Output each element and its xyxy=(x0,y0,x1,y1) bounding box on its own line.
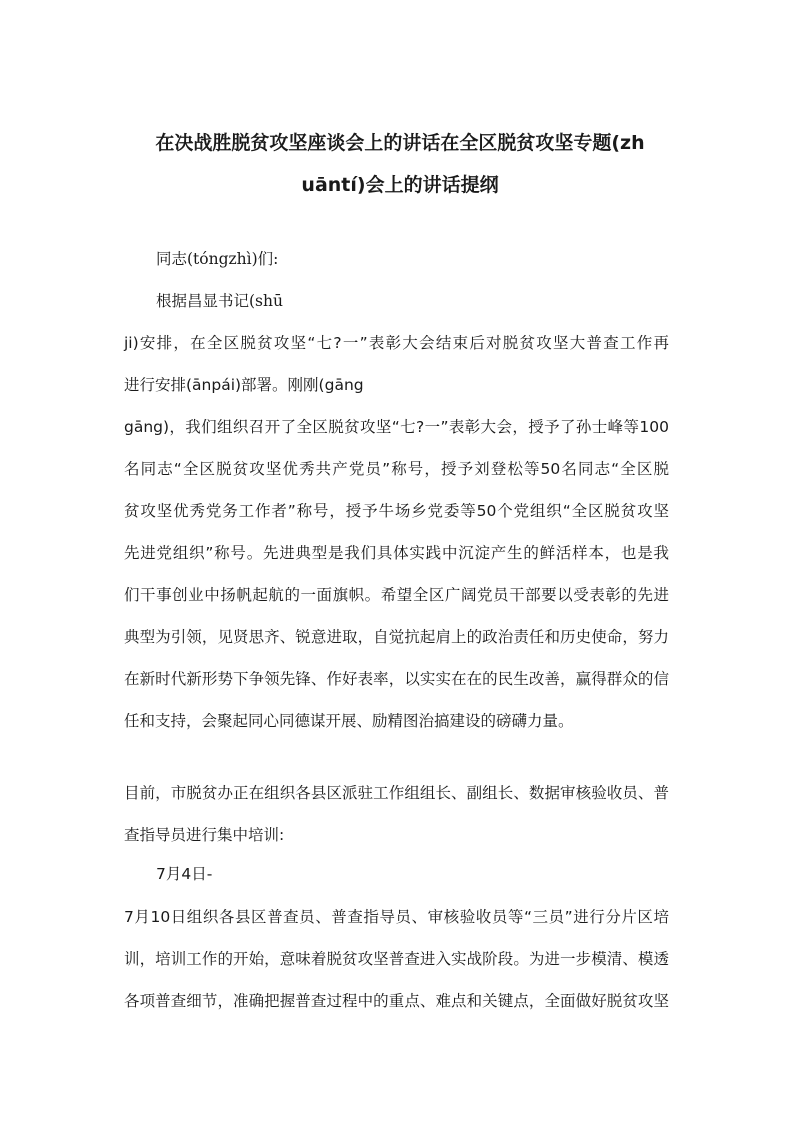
paragraph-line: 名同志“全区脱贫攻坚优秀共产党员”称号，授予刘登松等50名同志“全区脱 xyxy=(124,460,669,478)
document-title-line-1: 在决战胜脱贫攻坚座谈会上的讲话在全区脱贫攻坚专题(zh xyxy=(155,132,645,154)
paragraph-line: ji)安排，在全区脱贫攻坚“七?一”表彰大会结束后对脱贫攻坚大普查工作再 xyxy=(124,334,669,352)
paragraph-line: 7月10日组织各县区普查员、普查指导员、审核验收员等“三员”进行分片区培 xyxy=(124,908,669,926)
paragraph-line: 查指导员进行集中培训: xyxy=(124,826,285,844)
paragraph-line: 目前，市脱贫办正在组织各县区派驻工作组组长、副组长、数据审核验收员、普 xyxy=(124,784,669,802)
paragraph-line: 7月4日- xyxy=(156,865,213,883)
paragraph-line: 们干事创业中扬帆起航的一面旗帜。希望全区广阔党员干部要以受表彰的先进 xyxy=(124,586,669,604)
paragraph-line: 根据昌显书记(shū xyxy=(156,292,283,310)
paragraph-line: 训，培训工作的开始，意味着脱贫攻坚普查进入实战阶段。为进一步模清、模透 xyxy=(124,950,669,968)
paragraph-line: 先进党组织”称号。先进典型是我们具体实践中沉淀产生的鲜活样本，也是我 xyxy=(124,544,669,562)
paragraph-line: 进行安排(ānpái)部署。刚刚(gāng xyxy=(124,376,364,394)
paragraph-line: 贫攻坚优秀党务工作者”称号，授予牛场乡党委等50个党组织“全区脱贫攻坚 xyxy=(124,502,669,520)
document-title-line-2: uāntí)会上的讲话提纲 xyxy=(301,174,499,196)
paragraph-line: gāng)，我们组织召开了全区脱贫攻坚“七?一”表彰大会，授予了孙士峰等100 xyxy=(124,418,669,436)
salutation: 同志(tóngzhì)们: xyxy=(156,250,279,268)
paragraph-line: 任和支持，会聚起同心同德谋开展、励精图治搞建设的磅礴力量。 xyxy=(124,712,574,730)
paragraph-line: 各项普查细节，准确把握普查过程中的重点、难点和关键点，全面做好脱贫攻坚 xyxy=(124,992,669,1010)
paragraph-line: 典型为引领，见贤思齐、锐意进取，自觉抗起肩上的政治责任和历史使命，努力 xyxy=(124,628,669,646)
paragraph-line: 在新时代新形势下争领先锋、作好表率，以实实在在的民生改善，赢得群众的信 xyxy=(124,670,669,688)
